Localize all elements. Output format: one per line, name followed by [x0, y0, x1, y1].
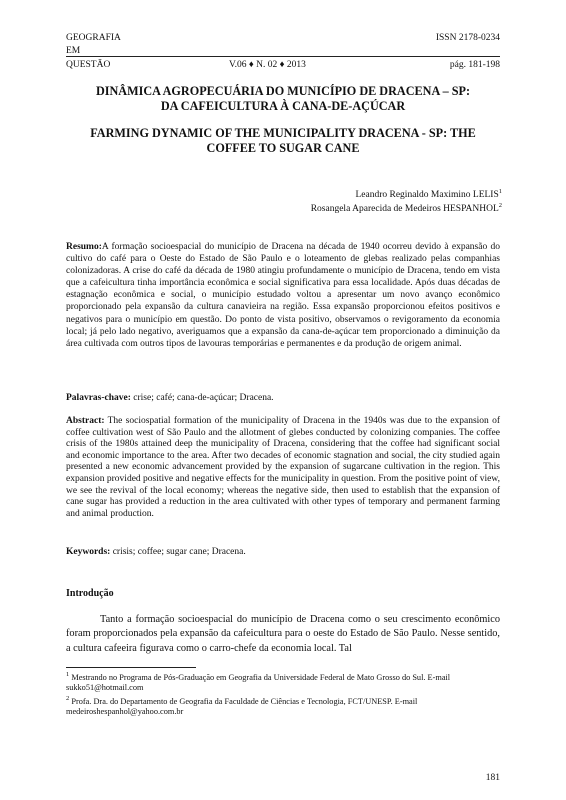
footnote-1-mark: 1	[66, 671, 70, 679]
header-rule	[66, 56, 500, 57]
abstract-text: The sociospatial formation of the municipality of Dracena in the 1940s was due to the expansion of coffee cultivation west of São Paulo and the allotment of glebes conducted by colonizing companies. The coffee crisis of the 1980s attained deep the municipality of Dracena, considering that the coffee had significant social and economic importance to the area. After two decades of economic stagnation and social, the city studied again presented a new economic advancement provided by the expansion of sugarcane cultivation in the region. This expansion provided positive and negative effects for the municipality in question. From the positive point of view, we see the revival of the local economy; whereas the negative side, then used to establish that the expansion of cane sugar has provided a reduction in the area cultivated with other types of temporary and permanent farming and animal production.	[66, 416, 501, 519]
page-number: 181	[485, 773, 500, 783]
keywords-label: Keywords:	[66, 547, 111, 557]
author-2-name: Rosangela Aparecida de Medeiros HESPANHOL	[310, 204, 499, 214]
abstract	[66, 416, 500, 520]
title-english-line2: COFFEE TO SUGAR CANE	[206, 141, 360, 155]
footnote-1-text: Mestrando no Programa de Pós-Graduação em Geografia da Universidade Federal de Mato Grosso do Sul. E-mail sukko51@hotmail.com	[66, 673, 451, 693]
keywords-text: crisis; coffee; sugar cane; Dracena.	[110, 547, 246, 557]
palavras-chave-label: Palavras-chave:	[66, 393, 131, 403]
abstract-label: Abstract:	[66, 416, 105, 426]
keywords	[66, 546, 500, 558]
title-english-line1: FARMING DYNAMIC OF THE MUNICIPALITY DRACENA - SP: THE	[90, 126, 476, 140]
author-2-footnote-mark[interactable]: 2	[498, 201, 502, 209]
journal-name-line2: EM	[66, 46, 81, 56]
resumo-text: A formação socioespacial do município de Dracena na década de 1940 ocorreu devido à expansão do cultivo do café para o Oeste do Estado de São Paulo e o loteamento de glebas realizado pelas companhias colonizadoras. A crise do café da década de 1980 atingiu profundamente o município de Dracena, tendo em vista que a cafeicultura tinha importância econômica e social significativa para essa localidade. Após duas décadas de estagnação econômica e social, o município estudado voltou a apresentar um novo avanço econômico proporcionado pela expansão da cultura canavieira na região. Essa expansão proporcionou efeitos positivos e negativos para o município em questão. Do ponto de vista positivo, observamos o revigoramento da economia local; já pelo lado negativo, averiguamos que a expansão da cana-de-açúcar tem proporcionado a diminuição da área cultivada com outros tipos de lavouras temporárias e permanentes e da produção de origem animal.	[66, 242, 500, 349]
author-2	[311, 203, 502, 215]
footnote-2	[66, 697, 500, 717]
footnote-2-text: Profa. Dra. do Departamento de Geografia da Faculdade de Ciências e Tecnologia, FCT/UNESP. E-mail medeiroshespanhol@yahoo.com.br	[66, 697, 418, 717]
journal-name-line3: QUESTÃO	[66, 60, 111, 70]
intro-paragraph: Tanto a formação socioespacial do município de Dracena como o seu crescimento econômico foram proporcionados pela expansão da cafeicultura para o oeste do Estado de São Paulo. Nesse sentido, a cultura cafeeira figurava como o carro-chefe da economia local. Tal	[66, 614, 500, 654]
title-portuguese-line2: DA CAFEICULTURA À CANA-DE-AÇÚCAR	[160, 99, 406, 113]
palavras-chave-text: crise; café; cana-de-açúcar; Dracena.	[130, 393, 274, 403]
resumo	[66, 241, 500, 350]
volume-info: V.06 ♦ N. 02 ♦ 2013	[229, 60, 306, 70]
title-portuguese-line1: DINÂMICA AGROPECUÁRIA DO MUNICÍPIO DE DRACENA – SP:	[95, 84, 471, 98]
resumo-label: Resumo:	[66, 242, 102, 252]
title-english	[60, 126, 506, 156]
footnote-rule	[66, 667, 196, 668]
author-1-name: Leandro Reginaldo Maximino LELIS	[355, 190, 499, 200]
page-range: pág. 181-198	[449, 60, 500, 70]
author-1	[355, 189, 502, 201]
footnote-2-mark: 2	[66, 695, 70, 703]
title-portuguese	[60, 84, 506, 114]
palavras-chave	[66, 392, 500, 404]
issn: ISSN 2178-0234	[435, 33, 500, 43]
section-heading-introducao: Introdução	[66, 588, 114, 599]
journal-name-line1: GEOGRAFIA	[66, 33, 121, 43]
author-1-footnote-mark[interactable]: 1	[498, 187, 502, 195]
footnote-1	[66, 673, 500, 693]
